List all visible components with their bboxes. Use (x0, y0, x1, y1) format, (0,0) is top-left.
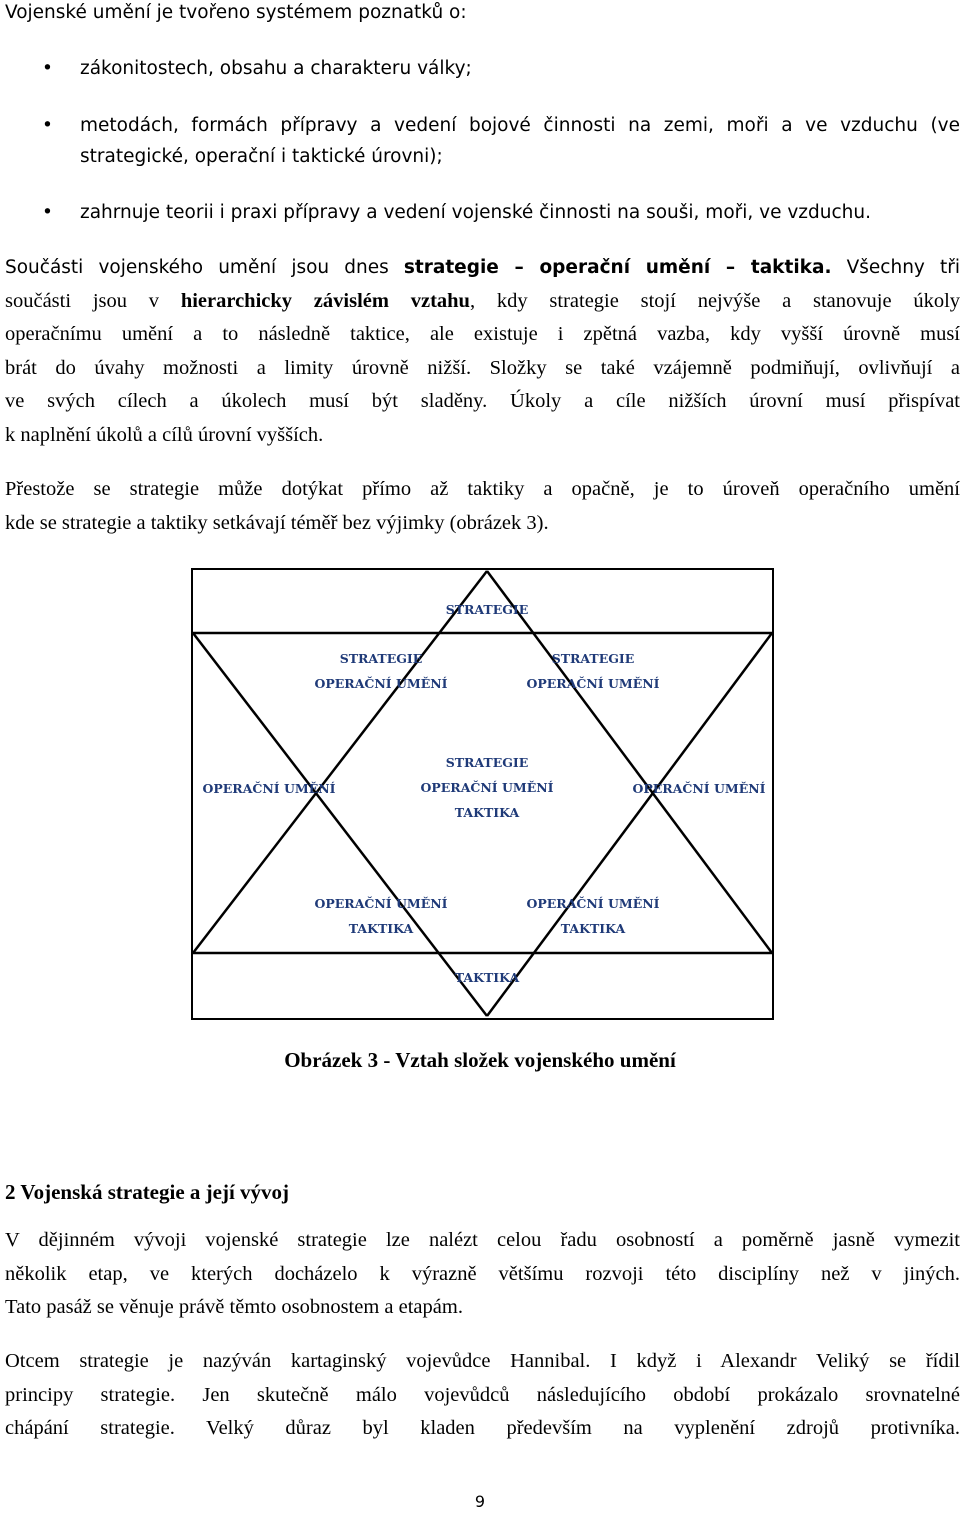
label-upper-right-2: OPERAČNÍ UMĚNÍ (526, 676, 660, 691)
bullet-icon: • (42, 202, 53, 223)
label-upper-left-2: OPERAČNÍ UMĚNÍ (314, 676, 448, 691)
page-number: 9 (474, 1492, 486, 1511)
paragraph-operational-level: Přestože se strategie může dotýkat přímo až taktiky a opačně, je to úroveň operačního umění kde se strategie a taktiky setkávají téměř bez výjimky (obrázek 3). (5, 478, 960, 534)
hierarchy-diagram (191, 568, 774, 1020)
figure-caption: Obrázek 3 - Vztah složek vojenského umění (284, 1048, 676, 1072)
label-lower-left-1: OPERAČNÍ UMĚNÍ (314, 896, 448, 911)
paragraph-hannibal: Otcem strategie je nazýván kartaginský vojevůdce Hannibal. I když i Alexandr Veliký se řídil principy strategie. Jen skutečně málo vojevůdců následujícího období prokázalo srovnatelné chápání strategie. Velký důraz byl kladen především na vyplenění zdrojů protivníka. (5, 1350, 960, 1439)
label-lower-right-2: TAKTIKA (560, 921, 626, 936)
bullet-icon: • (42, 115, 53, 136)
label-center-2: OPERAČNÍ UMĚNÍ (420, 780, 554, 795)
section-heading: 2 Vojenská strategie a její vývoj (5, 1180, 290, 1204)
label-lower-right-1: OPERAČNÍ UMĚNÍ (526, 896, 660, 911)
paragraph-components: Součásti vojenského umění jsou dnes strategie – operační umění – taktika. Všechny tři součásti jsou v hierarchicky závislém vztahu, kdy strategie stojí nejvýše a stanovuje úkoly operačnímu umění a to následně taktice, ale existuje i zpětná vazba, kdy vyšší úrovně musí brát do úvahy možnosti a limity úrovně nižší. Složky se také vzájemně podmiňují, ovlivňují a ve svých cílech a úkolech musí být sladěny. Úkoly a cíle nižších úrovní musí přispívat k naplnění úkolů a cílů úrovní vyšších. (5, 257, 960, 446)
label-center-3: TAKTIKA (454, 805, 520, 820)
paragraph-history: V dějinném vývoji vojenské strategie lze nalézt celou řadu osobností a poměrně jasně vymezit několik etap, ve kterých docházelo k výrazně většímu rozvoji této disciplíny než v jiných. Tato pasáž se věnuje právě těmto osobnostem a etapám. (5, 1229, 960, 1318)
label-mid-left: OPERAČNÍ UMĚNÍ (202, 781, 336, 796)
intro-text: Vojenské umění je tvořeno systémem poznatků o: (5, 2, 467, 23)
bullet-icon: • (42, 58, 53, 79)
label-center-1: STRATEGIE (445, 755, 529, 770)
label-top: STRATEGIE (445, 602, 529, 617)
label-upper-right-1: STRATEGIE (551, 651, 635, 666)
label-upper-left-1: STRATEGIE (339, 651, 423, 666)
triangles-diagram (191, 568, 774, 1020)
label-bottom: TAKTIKA (454, 970, 520, 985)
label-mid-right: OPERAČNÍ UMĚNÍ (632, 781, 766, 796)
label-lower-left-2: TAKTIKA (348, 921, 414, 936)
